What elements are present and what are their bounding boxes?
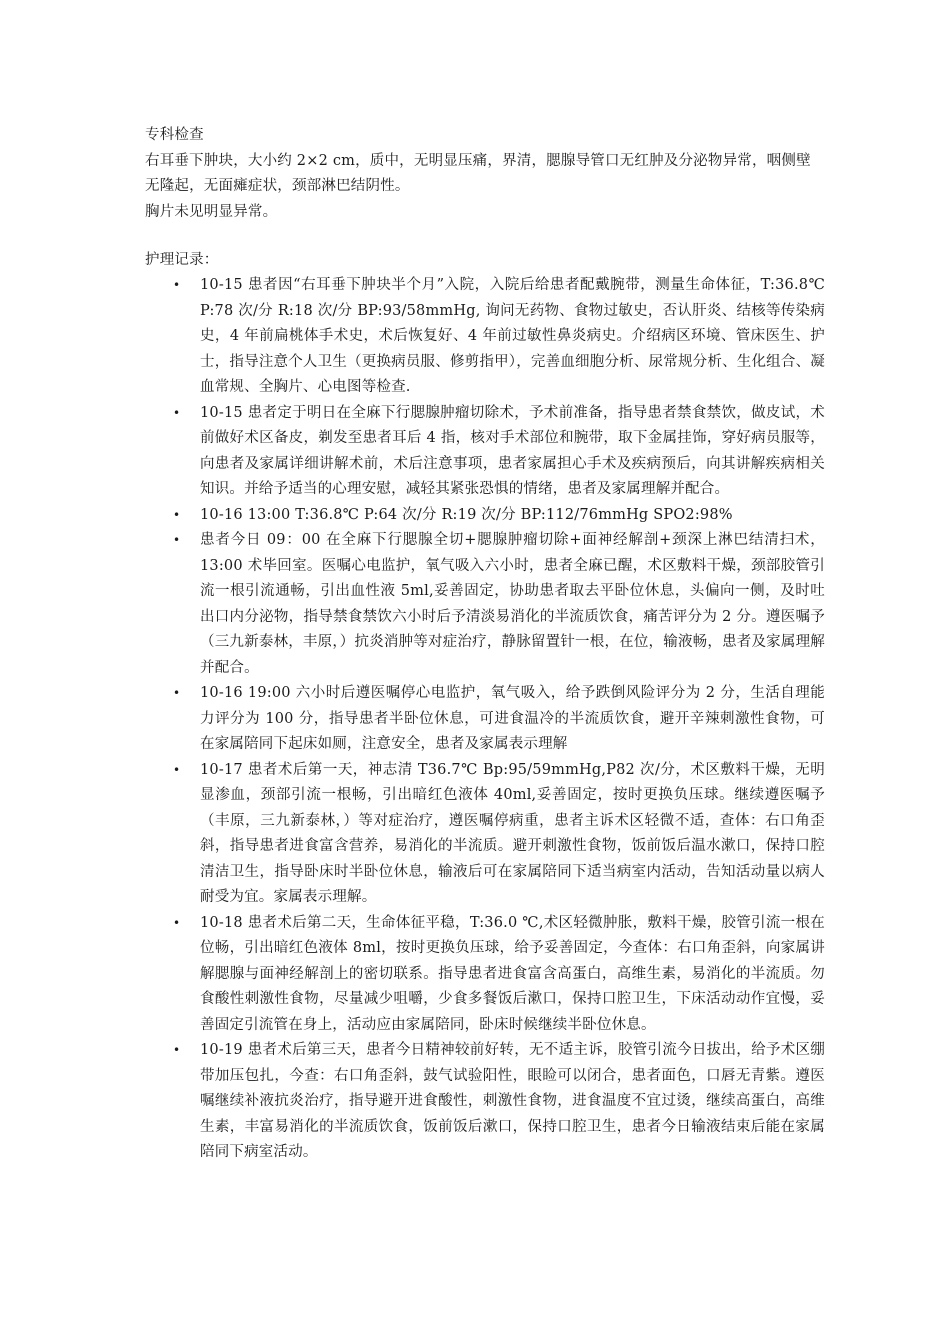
bullet-icon: • bbox=[173, 686, 181, 700]
list-item bbox=[173, 528, 825, 681]
record-text: 10-15 患者定于明日在全麻下行腮腺肿瘤切除术，予术前准备，指导患者禁食禁饮，做皮试，术前做好术区备皮，剃发至患者耳后 4 指，核对手术部位和腕带，取下金属挂饰，穿好病员服等，向患者及家属详细讲解术前，术后注意事项，患者家属担心手术及疾病预后，向其讲解疾病相关知识。并给予适当的心理安慰，减轻其紧张恐惧的情绪，患者及家属理解并配合。 bbox=[200, 404, 825, 497]
special-exam-findings: 右耳垂下肿块，大小约 2×2 cm，质中，无明显压痛，界清，腮腺导管口无红肿及分泌物异常，咽侧壁无隆起，无面瘫症状，颈部淋巴结阴性。 bbox=[145, 152, 811, 194]
chest-xray-finding: 胸片未见明显异常。 bbox=[145, 203, 278, 220]
bullet-icon: • bbox=[173, 507, 181, 522]
record-text: 10-16 13:00 T:36.8℃ P:64 次/分 R:19 次/分 BP:112/76mmHg SPO2:98% bbox=[200, 506, 733, 523]
list-item bbox=[173, 401, 825, 503]
record-text: 10-18 患者术后第二天，生命体征平稳，T:36.0 ℃,术区轻微肿胀，敷料干燥，胶管引流一根在位畅，引出暗红色液体 8ml，按时更换负压球，给予妥善固定，今查体：右口角歪斜，向家属讲解腮腺与面神经解剖上的密切联系。指导患者进食富含高蛋白，高维生素，易消化的半流质。勿食酸性刺激性食物，尽量减少咀嚼，少食多餐饭后漱口，保持口腔卫生，下床活动动作宜慢，妥善固定引流管在身上，活动应由家属陪同，卧床时候继续半卧位休息。 bbox=[200, 914, 825, 1033]
record-text: 10-15 患者因“右耳垂下肿块半个月”入院，入院后给患者配戴腕带，测量生命体征，T:36.8℃ P:78 次/分 R:18 次/分 BP:93/58mmHg, 询问无药物、食物过敏史，否认肝炎、结核等传染病史，4 年前扁桃体手术史，术后恢复好、4 年前过敏性鼻炎病史。介绍病区环境、管床医生、护士，指导注意个人卫生（更换病员服、修剪指甲），完善血细胞分析、尿常规分析、生化组合、凝血常规、全胸片、心电图等检查. bbox=[200, 277, 825, 395]
bullet-icon: • bbox=[173, 405, 181, 420]
bullet-icon: • bbox=[173, 1043, 181, 1057]
nursing-records-list bbox=[173, 273, 825, 1166]
list-item bbox=[173, 681, 825, 758]
bullet-icon: • bbox=[173, 533, 181, 547]
special-exam-heading: 专科检查 bbox=[145, 127, 204, 143]
record-text: 10-17 患者术后第一天，神志清 T36.7℃ Bp:95/59mmHg,P82 次/分，术区敷料干燥，无明显渗血，颈部引流一根畅，引出暗红色液体 40ml,妥善固定，按时更换负压球。继续遵医嘱予（丰原，三九新泰林，）等对症治疗，遵医嘱停病重，患者主诉术区轻微不适，查体：右口角歪斜，指导患者进食富含营养，易消化的半流质。避开刺激性食物，饭前饭后温水漱口，保持口腔清洁卫生，指导卧床时半卧位休息，输液后可在家属陪同下适当病室内活动，告知活动量以病人耐受为宜。家属表示理解。 bbox=[200, 761, 825, 905]
nursing-heading: 护理记录： bbox=[145, 252, 219, 268]
list-item bbox=[173, 911, 825, 1039]
special-exam-section bbox=[145, 123, 825, 225]
bullet-icon: • bbox=[173, 915, 181, 930]
list-item bbox=[173, 503, 825, 529]
list-item bbox=[173, 1038, 825, 1166]
list-item bbox=[173, 758, 825, 911]
record-text: 10-19 患者术后第三天，患者今日精神较前好转，无不适主诉，胶管引流今日拔出，给予术区绷带加压包扎，今查：右口角歪斜，鼓气试验阳性，眼睑可以闭合，患者面色，口唇无青紫。遵医嘱继续补液抗炎治疗，指导避开进食酸性，刺激性食物，进食温度不宜过烫，继续高蛋白，高维生素，丰富易消化的半流质饮食，饭前饭后漱口，保持口腔卫生，患者今日输液结束后能在家属陪同下病室活动。 bbox=[200, 1042, 825, 1160]
list-item bbox=[173, 273, 825, 401]
record-text: 患者今日 09：00 在全麻下行腮腺全切+腮腺肿瘤切除+面神经解剖+颈深上淋巴结清扫术，13:00 术毕回室。医嘱心电监护，氧气吸入六小时，患者全麻已醒，术区敷料干燥，颈部胶管引流一根引流通畅，引出血性液 5ml,妥善固定，协助患者取去平卧位休息，头偏向一侧，及时吐出口内分泌物，指导禁食禁饮六小时后予清淡易消化的半流质饮食，痛苦评分为 2 分。遵医嘱予（三九新泰林，丰原，）抗炎消肿等对症治疗，静脉留置针一根，在位，输液畅，患者及家属理解并配合。 bbox=[200, 532, 825, 676]
record-text: 10-16 19:00 六小时后遵医嘱停心电监护，氧气吸入，给予跌倒风险评分为 2 分，生活自理能力评分为 100 分，指导患者半卧位休息，可进食温冷的半流质饮食，避开辛辣刺激性食物，可在家属陪同下起床如厕，注意安全，患者及家属表示理解 bbox=[200, 685, 825, 752]
nursing-section bbox=[145, 248, 825, 274]
bullet-icon: • bbox=[173, 762, 181, 777]
bullet-icon: • bbox=[173, 278, 181, 292]
